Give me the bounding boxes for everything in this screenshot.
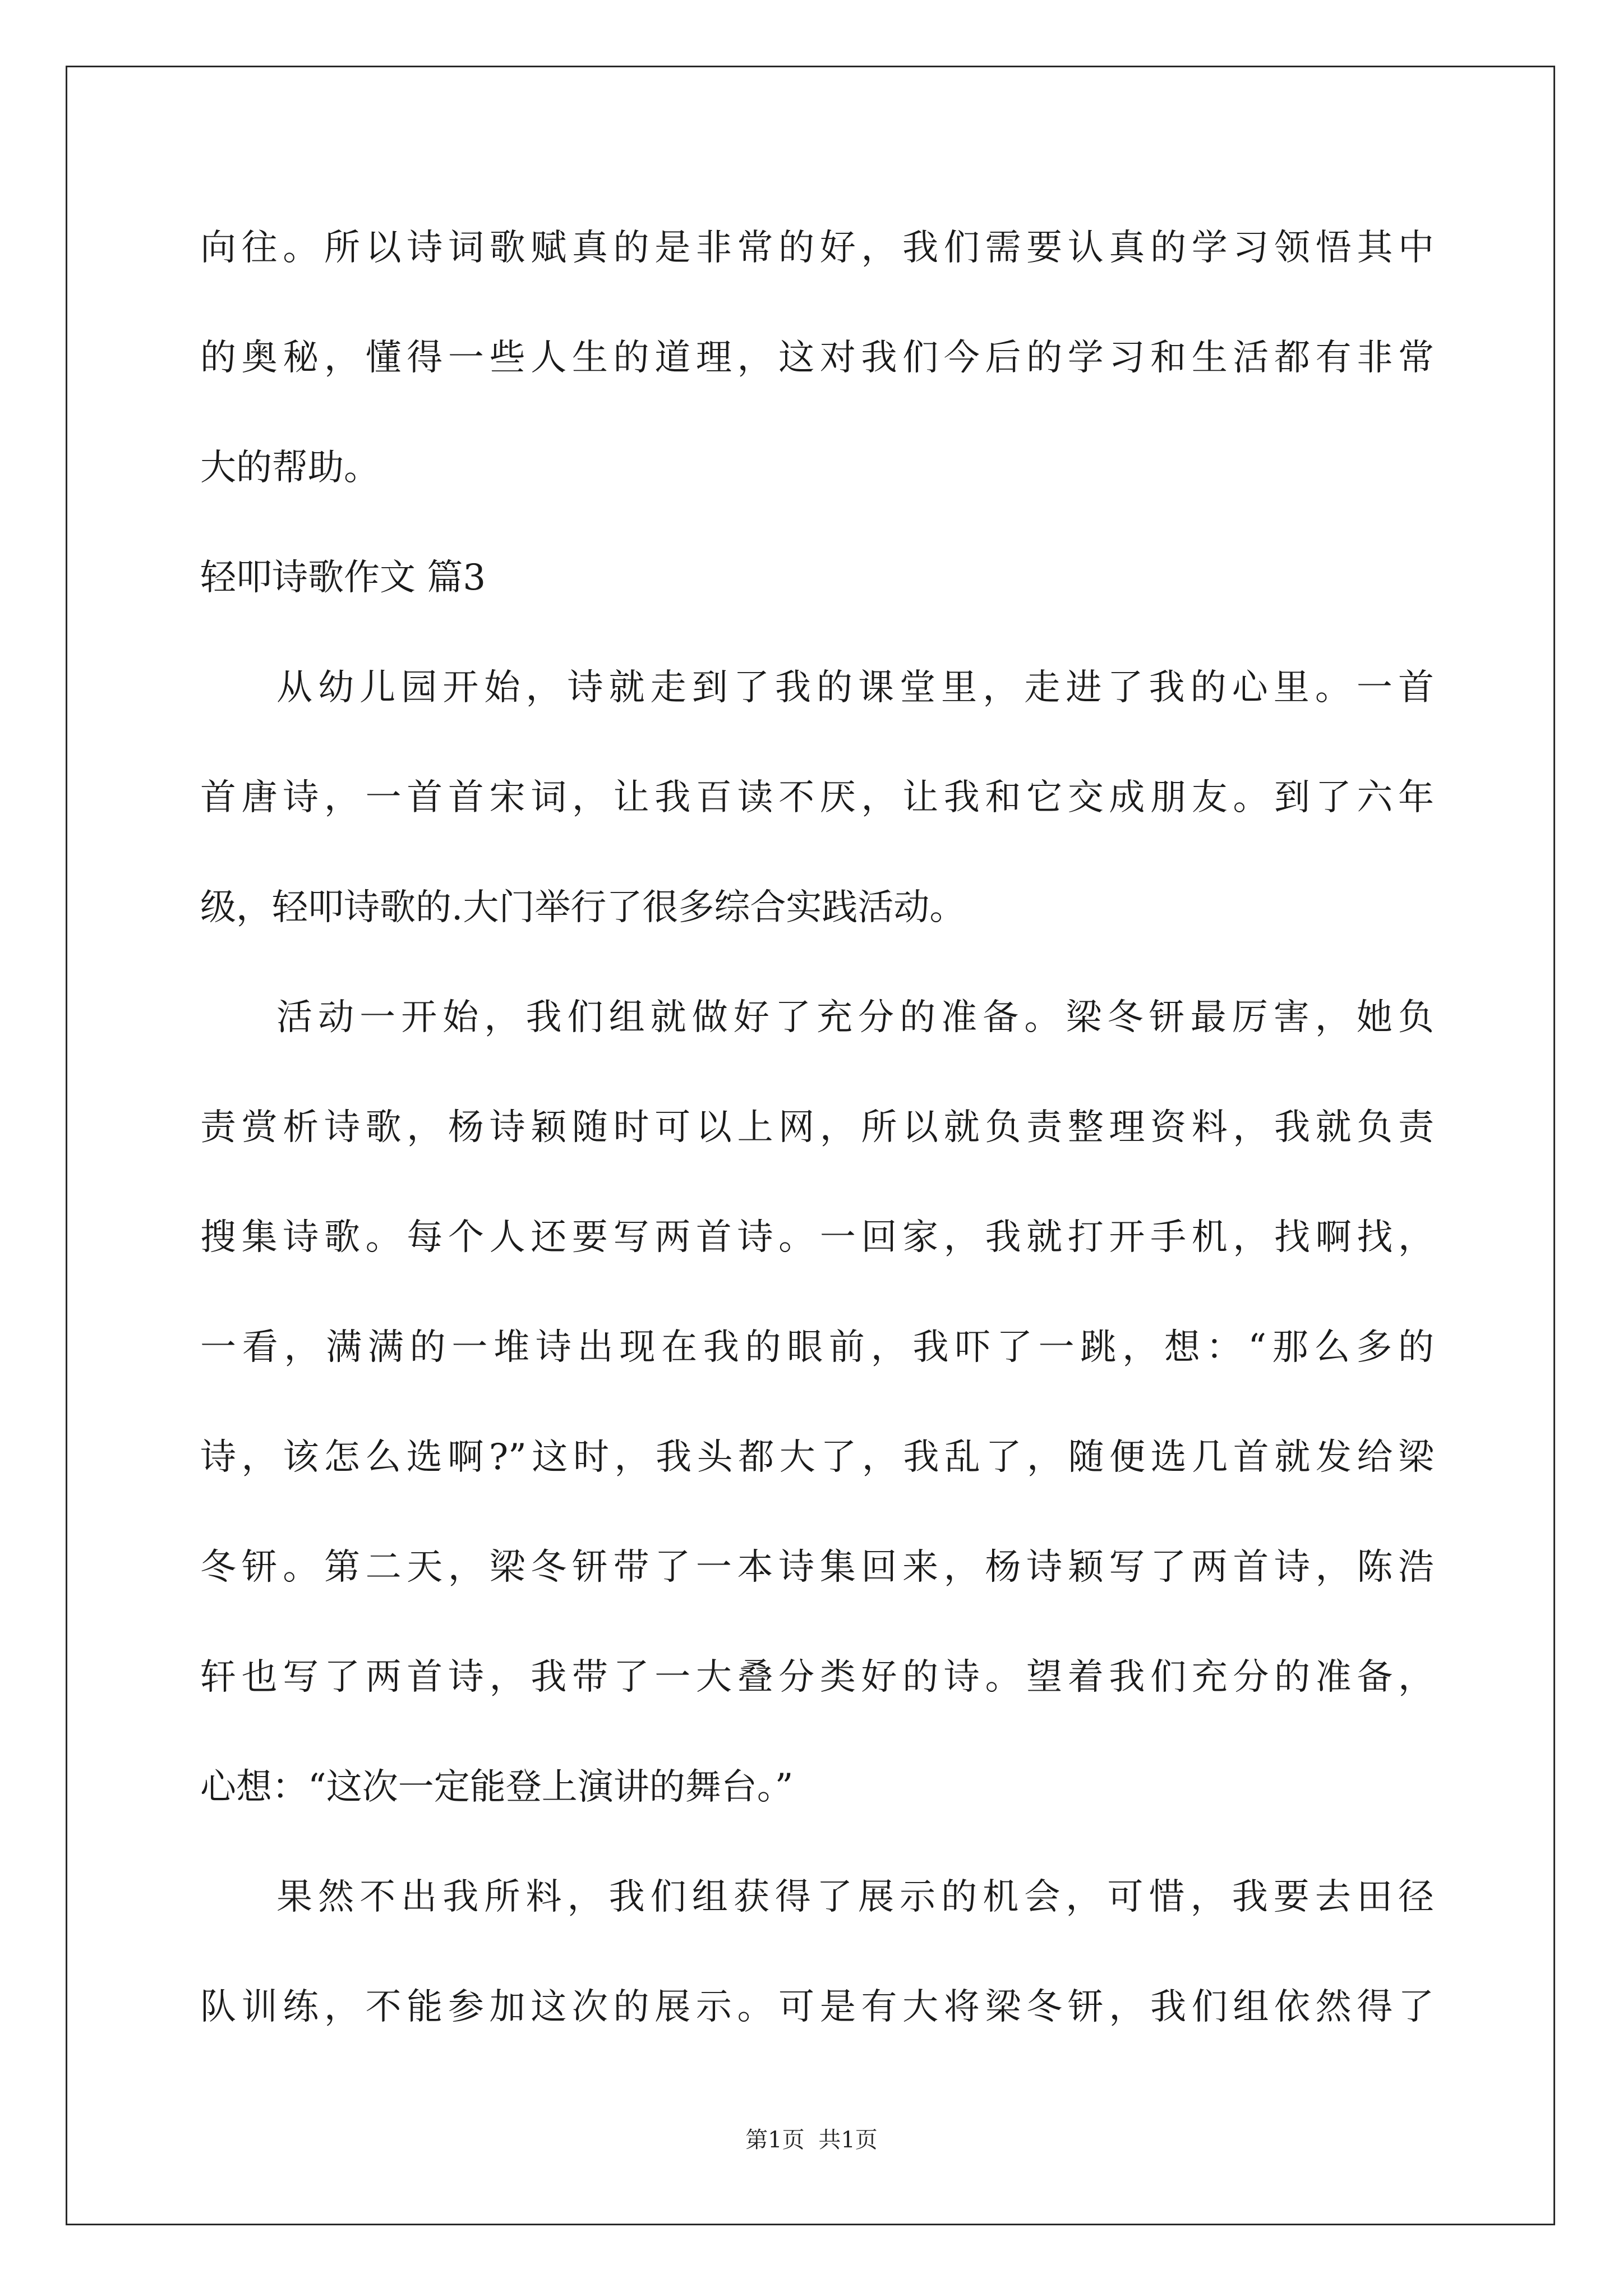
text-line: 首唐诗，一首首宋词，让我百读不厌，让我和它交成朋友。到了六年: [200, 777, 1434, 818]
text-line: 诗，该怎么选啊?”这时，我头都大了，我乱了，随便选几首就发给梁: [200, 1437, 1434, 1478]
section-heading: 轻叩诗歌作文 篇3: [200, 557, 486, 599]
text-line: 活动一开始，我们组就做好了充分的准备。梁冬钘最厉害，她负: [276, 997, 1434, 1038]
text-line: 冬钘。第二天，梁冬钘带了一本诗集回来，杨诗颖写了两首诗，陈浩: [200, 1547, 1434, 1588]
text-line: 级，轻叩诗歌的.大门举行了很多综合实践活动。: [200, 887, 966, 928]
text-line: 向往。所以诗词歌赋真的是非常的好，我们需要认真的学习领悟其中: [200, 227, 1434, 269]
text-line: 队训练，不能参加这次的展示。可是有大将梁冬钘，我们组依然得了: [200, 1986, 1434, 2028]
text-line: 轩也写了两首诗，我带了一大叠分类好的诗。望着我们充分的准备，: [200, 1657, 1434, 1698]
text-line: 大的帮助。: [200, 447, 380, 489]
text-line: 搜集诗歌。每个人还要写两首诗。一回家，我就打开手机，找啊找，: [200, 1217, 1434, 1258]
page-footer: 第1页 共1页: [745, 2127, 878, 2153]
text-line: 心想：“这次一定能登上演讲的舞台。”: [200, 1766, 794, 1808]
text-line: 果然不出我所料，我们组获得了展示的机会，可惜，我要去田径: [276, 1876, 1434, 1918]
text-line: 的奥秘，懂得一些人生的道理，这对我们今后的学习和生活都有非常: [200, 337, 1434, 379]
text-line: 从幼儿园开始，诗就走到了我的课堂里，走进了我的心里。一首: [276, 667, 1434, 708]
text-line: 一看，满满的一堆诗出现在我的眼前，我吓了一跳，想：“那么多的: [200, 1327, 1434, 1368]
text-line: 责赏析诗歌，杨诗颖随时可以上网，所以就负责整理资料，我就负责: [200, 1107, 1434, 1148]
